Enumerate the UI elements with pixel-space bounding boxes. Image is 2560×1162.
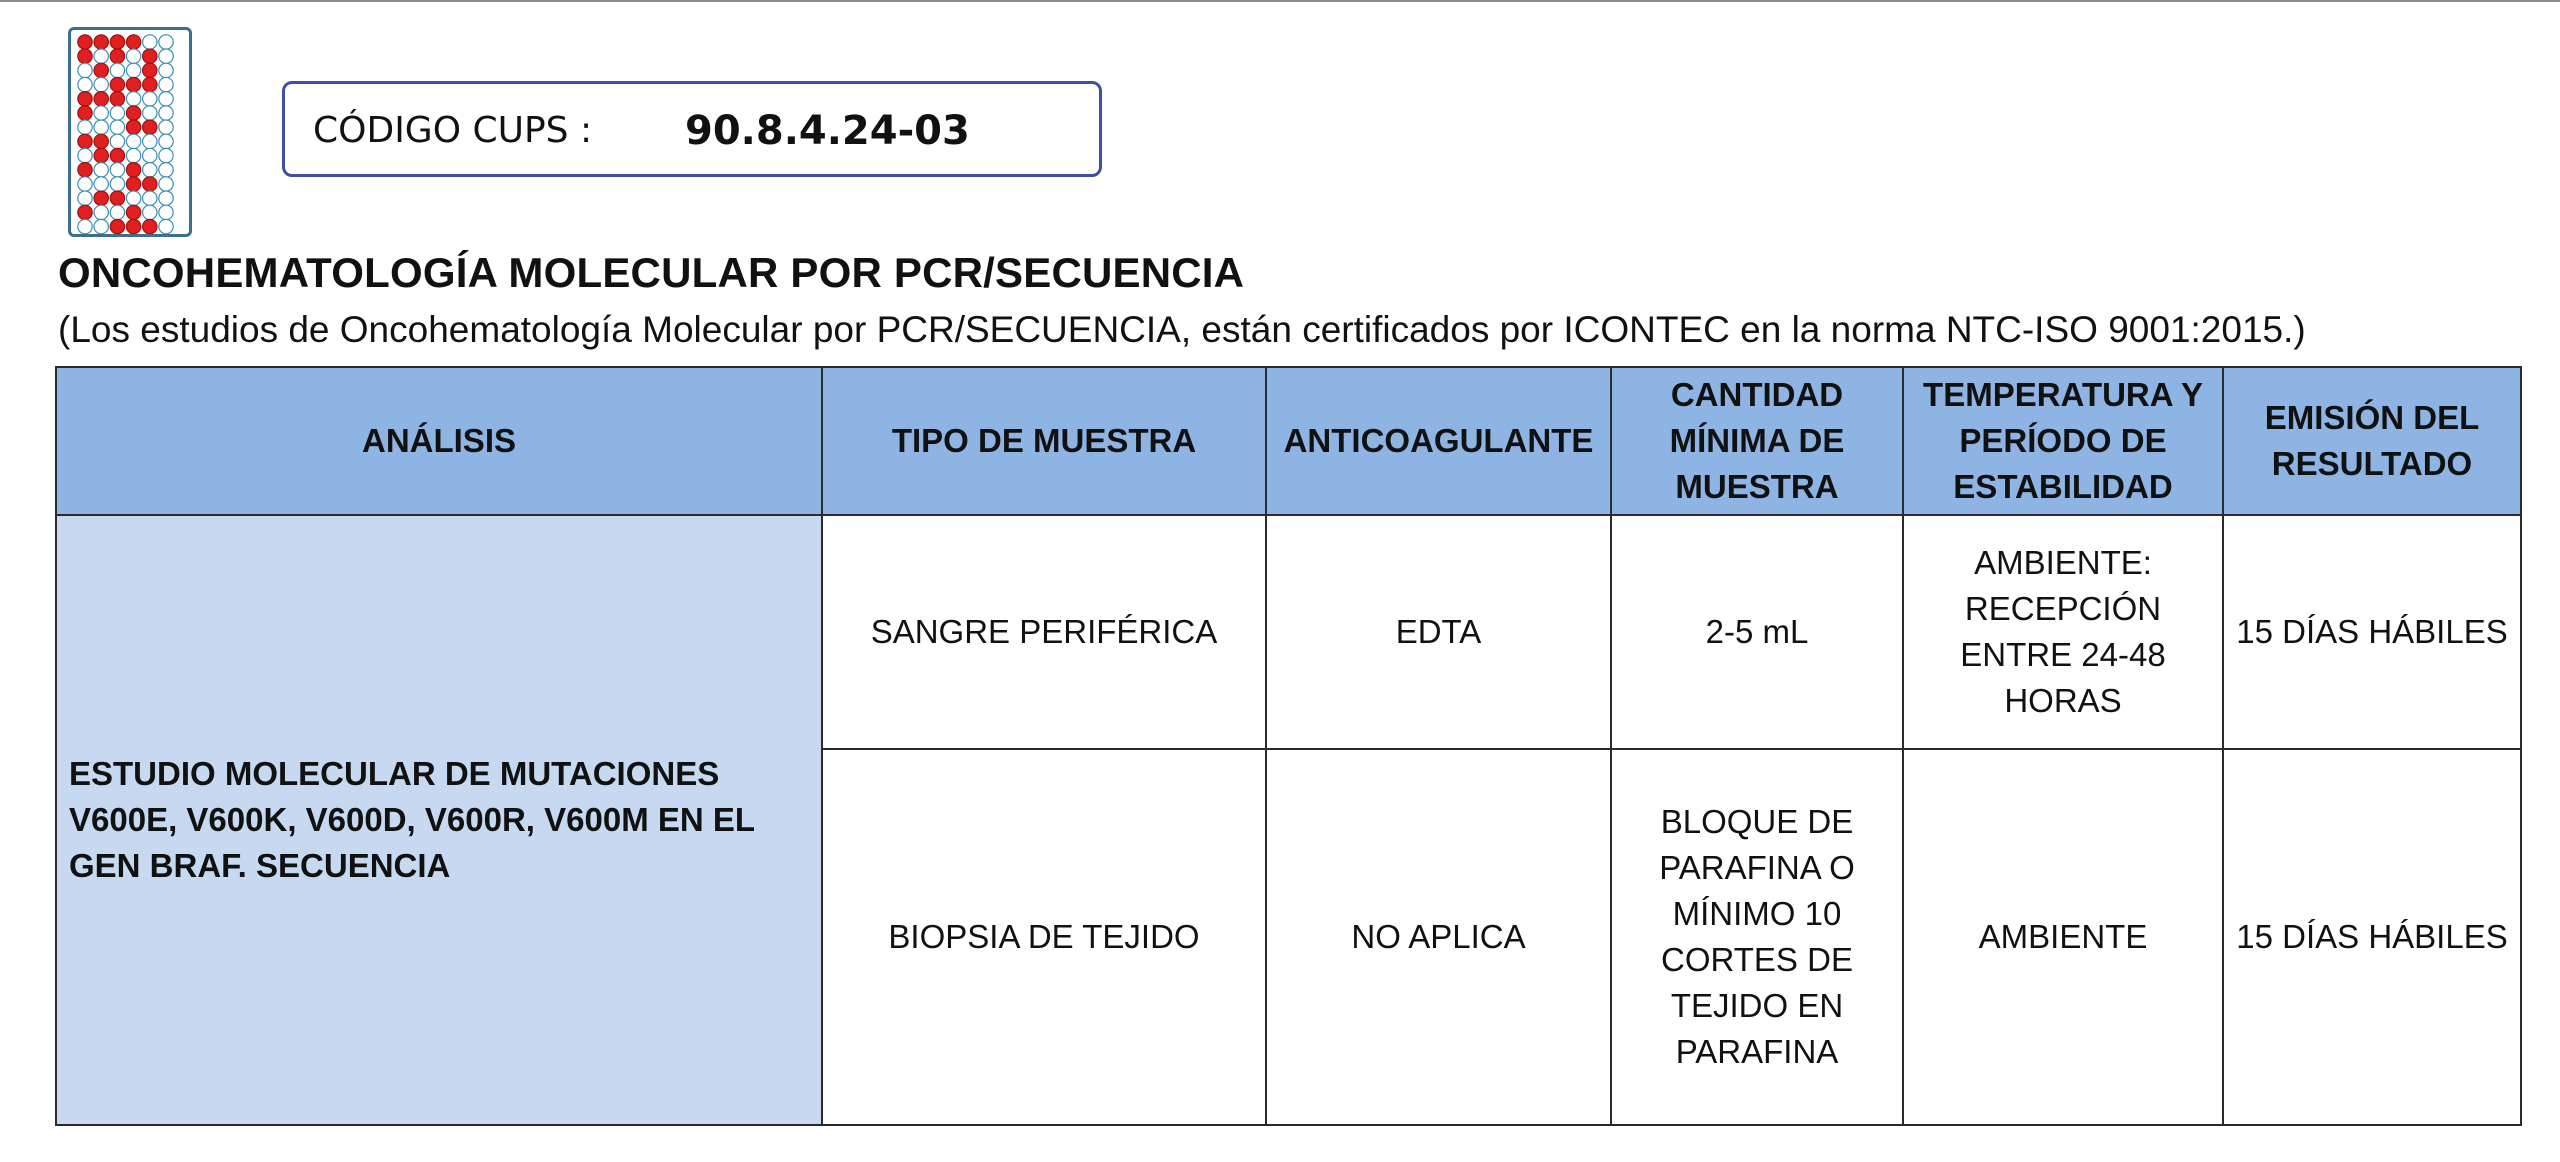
page-title: ONCOHEMATOLOGÍA MOLECULAR POR PCR/SECUENCIA (58, 249, 1245, 296)
column-header-sample-type: TIPO DE MUESTRA (822, 367, 1266, 515)
column-header-temperature: TEMPERATURA Y PERÍODO DE ESTABILIDAD (1903, 367, 2223, 515)
cups-code-label: CÓDIGO CUPS : (313, 110, 593, 151)
anticoagulant-cell: NO APLICA (1266, 749, 1611, 1125)
laboratory-plate-logo-icon (68, 27, 192, 237)
cups-code-value: 90.8.4.24-03 (685, 108, 970, 154)
sample-type-cell: BIOPSIA DE TEJIDO (822, 749, 1266, 1125)
cups-code-box (282, 81, 1102, 177)
table-row (56, 515, 2521, 749)
column-header-min-quantity: CANTIDAD MÍNIMA DE MUESTRA (1611, 367, 1903, 515)
column-header-result: EMISIÓN DEL RESULTADO (2223, 367, 2521, 515)
top-divider (0, 0, 2560, 2)
min-quantity-cell: BLOQUE DE PARAFINA O MÍNIMO 10 CORTES DE TEJIDO EN PARAFINA (1611, 749, 1903, 1125)
sample-type-cell: SANGRE PERIFÉRICA (822, 515, 1266, 749)
temperature-cell: AMBIENTE (1903, 749, 2223, 1125)
table-header-row (56, 367, 2521, 515)
min-quantity-cell: 2-5 mL (1611, 515, 1903, 749)
anticoagulant-cell: EDTA (1266, 515, 1611, 749)
result-cell: 15 DÍAS HÁBILES (2223, 749, 2521, 1125)
analysis-cell: ESTUDIO MOLECULAR DE MUTACIONES V600E, V600K, V600D, V600R, V600M EN EL GEN BRAF. SECUENCIA (56, 515, 822, 1125)
column-header-anticoagulant: ANTICOAGULANTE (1266, 367, 1611, 515)
temperature-cell: AMBIENTE: RECEPCIÓN ENTRE 24-48 HORAS (1903, 515, 2223, 749)
sample-requirements-table (55, 366, 2522, 1126)
result-cell: 15 DÍAS HÁBILES (2223, 515, 2521, 749)
certification-note: (Los estudios de Oncohematología Molecular por PCR/SECUENCIA, están certificados por ICONTEC en la norma NTC-ISO 9001:2015.) (58, 309, 2306, 350)
column-header-analysis: ANÁLISIS (56, 367, 822, 515)
